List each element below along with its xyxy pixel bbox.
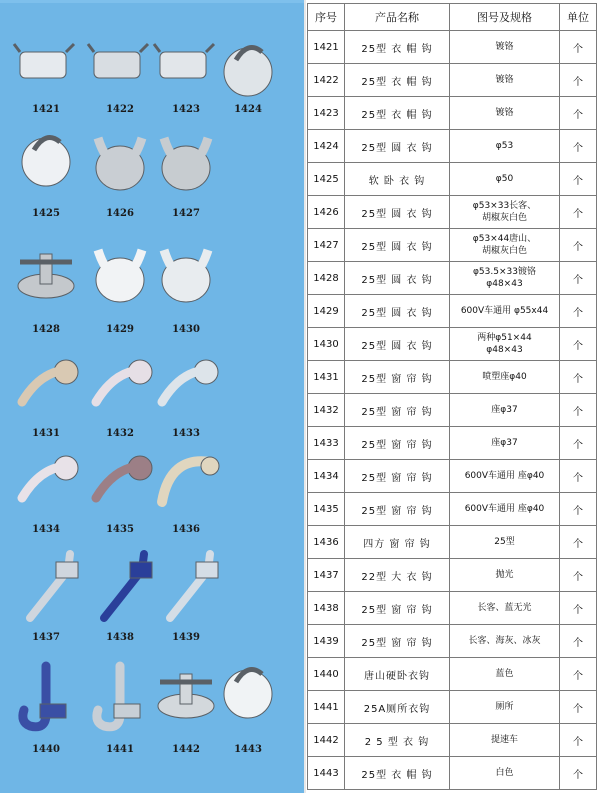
cell-name: 25型 圆 衣 钩 xyxy=(345,196,450,229)
cell-no: 1424 xyxy=(308,130,345,163)
cell-spec: 两种φ51×44 φ48×43 xyxy=(450,328,560,361)
table-row xyxy=(308,559,597,592)
cell-unit: 个 xyxy=(560,130,597,163)
table-row xyxy=(308,97,597,130)
table-row xyxy=(308,625,597,658)
product-image xyxy=(212,660,284,738)
cell-no: 1426 xyxy=(308,196,345,229)
cell-spec: 镀铬 xyxy=(450,64,560,97)
cell-name: 25型 窗 帘 钩 xyxy=(345,493,450,526)
product-code: 1422 xyxy=(106,104,134,115)
cell-no: 1428 xyxy=(308,262,345,295)
product-code: 1431 xyxy=(32,428,60,439)
product-photo xyxy=(84,446,156,556)
table-row xyxy=(308,196,597,229)
cell-name: 25型 窗 帘 钩 xyxy=(345,394,450,427)
cell-unit: 个 xyxy=(560,163,597,196)
product-image xyxy=(10,350,82,428)
product-code: 1421 xyxy=(32,104,60,115)
table-row xyxy=(308,724,597,757)
cell-name: 25型 衣 帽 钩 xyxy=(345,97,450,130)
cell-name: 22型 大 衣 钩 xyxy=(345,559,450,592)
cell-no: 1439 xyxy=(308,625,345,658)
cell-spec: φ50 xyxy=(450,163,560,196)
product-code: 1429 xyxy=(106,324,134,335)
product-image xyxy=(10,446,82,524)
cell-no: 1423 xyxy=(308,97,345,130)
product-photo xyxy=(10,240,82,350)
product-photo xyxy=(10,128,82,238)
table-row xyxy=(308,460,597,493)
cell-unit: 个 xyxy=(560,97,597,130)
cell-spec: 提速车 xyxy=(450,724,560,757)
table-row xyxy=(308,658,597,691)
table-row xyxy=(308,592,597,625)
cell-spec: 镀铬 xyxy=(450,97,560,130)
cell-unit: 个 xyxy=(560,724,597,757)
cell-no: 1438 xyxy=(308,592,345,625)
cell-name: 25型 衣 帽 钩 xyxy=(345,757,450,790)
cell-spec: 长客、蓝无光 xyxy=(450,592,560,625)
cell-spec: 座φ37 xyxy=(450,427,560,460)
cell-name: 25型 窗 帘 钩 xyxy=(345,625,450,658)
cell-spec: φ53.5×33镀铬 φ48×43 xyxy=(450,262,560,295)
cell-unit: 个 xyxy=(560,229,597,262)
header-spec: 图号及规格 xyxy=(450,4,560,31)
cell-name: 25型 圆 衣 钩 xyxy=(345,229,450,262)
table-row xyxy=(308,691,597,724)
cell-name: 25型 衣 帽 钩 xyxy=(345,31,450,64)
cell-unit: 个 xyxy=(560,427,597,460)
product-code: 1424 xyxy=(234,104,262,115)
cell-spec: φ53×44唐山、 胡椒灰白色 xyxy=(450,229,560,262)
cell-no: 1440 xyxy=(308,658,345,691)
cell-spec: 座φ37 xyxy=(450,394,560,427)
cell-unit: 个 xyxy=(560,592,597,625)
cell-unit: 个 xyxy=(560,757,597,790)
product-photo xyxy=(150,446,222,556)
product-photo xyxy=(84,660,156,770)
table-header-row xyxy=(308,4,597,31)
product-image xyxy=(84,240,156,318)
cell-name: 25型 圆 衣 钩 xyxy=(345,328,450,361)
product-code: 1428 xyxy=(32,324,60,335)
product-photo xyxy=(150,548,222,658)
product-image xyxy=(10,128,82,206)
product-code: 1432 xyxy=(106,428,134,439)
header-name: 产品名称 xyxy=(345,4,450,31)
table-row xyxy=(308,361,597,394)
product-code: 1430 xyxy=(172,324,200,335)
product-code: 1423 xyxy=(172,104,200,115)
product-code: 1437 xyxy=(32,632,60,643)
cell-name: 唐山硬卧衣钩 xyxy=(345,658,450,691)
cell-name: 25型 圆 衣 钩 xyxy=(345,262,450,295)
product-code: 1440 xyxy=(32,744,60,755)
cell-name: 25型 窗 帘 钩 xyxy=(345,361,450,394)
cell-no: 1433 xyxy=(308,427,345,460)
product-code: 1434 xyxy=(32,524,60,535)
product-image xyxy=(150,446,222,524)
cell-unit: 个 xyxy=(560,64,597,97)
product-photo xyxy=(84,240,156,350)
cell-no: 1427 xyxy=(308,229,345,262)
cell-unit: 个 xyxy=(560,196,597,229)
panel-divider xyxy=(304,0,306,793)
cell-unit: 个 xyxy=(560,691,597,724)
product-photo xyxy=(150,240,222,350)
table-row xyxy=(308,493,597,526)
cell-spec: 蓝色 xyxy=(450,658,560,691)
cell-spec: 600V车通用 φ55x44 xyxy=(450,295,560,328)
product-photo xyxy=(150,128,222,238)
cell-spec: 白色 xyxy=(450,757,560,790)
cell-spec: 长客、海灰、冰灰 xyxy=(450,625,560,658)
cell-spec: 600V车通用 座φ40 xyxy=(450,493,560,526)
product-code: 1425 xyxy=(32,208,60,219)
cell-no: 1436 xyxy=(308,526,345,559)
table-row xyxy=(308,328,597,361)
cell-unit: 个 xyxy=(560,658,597,691)
cell-no: 1422 xyxy=(308,64,345,97)
cell-unit: 个 xyxy=(560,460,597,493)
product-photo xyxy=(84,350,156,460)
cell-name: 2 5 型 衣 钩 xyxy=(345,724,450,757)
cell-no: 1434 xyxy=(308,460,345,493)
product-photo xyxy=(212,660,284,770)
cell-no: 1437 xyxy=(308,559,345,592)
product-image xyxy=(150,240,222,318)
header-unit: 单位 xyxy=(560,4,597,31)
cell-name: 25型 窗 帘 钩 xyxy=(345,460,450,493)
cell-no: 1443 xyxy=(308,757,345,790)
product-image xyxy=(84,548,156,626)
cell-unit: 个 xyxy=(560,526,597,559)
cell-unit: 个 xyxy=(560,493,597,526)
photo-panel-top-band xyxy=(0,0,304,3)
product-photo xyxy=(10,446,82,556)
header-no: 序号 xyxy=(308,4,345,31)
table-row xyxy=(308,130,597,163)
product-photo xyxy=(10,548,82,658)
product-photo xyxy=(212,38,284,148)
product-photo xyxy=(150,350,222,460)
product-image xyxy=(10,240,82,318)
cell-unit: 个 xyxy=(560,361,597,394)
product-code: 1439 xyxy=(172,632,200,643)
table-row xyxy=(308,262,597,295)
cell-name: 25型 衣 帽 钩 xyxy=(345,64,450,97)
cell-spec: φ53×33长客、 胡椒灰白色 xyxy=(450,196,560,229)
product-code: 1433 xyxy=(172,428,200,439)
cell-no: 1442 xyxy=(308,724,345,757)
product-photo xyxy=(84,548,156,658)
table-row xyxy=(308,295,597,328)
cell-name: 四方 窗 帘 钩 xyxy=(345,526,450,559)
cell-spec: φ53 xyxy=(450,130,560,163)
product-code: 1442 xyxy=(172,744,200,755)
table-row xyxy=(308,229,597,262)
cell-spec: 抛光 xyxy=(450,559,560,592)
cell-spec: 镀铬 xyxy=(450,31,560,64)
cell-spec: 厕所 xyxy=(450,691,560,724)
cell-name: 25型 窗 帘 钩 xyxy=(345,427,450,460)
cell-no: 1435 xyxy=(308,493,345,526)
cell-name: 25型 圆 衣 钩 xyxy=(345,130,450,163)
product-code: 1441 xyxy=(106,744,134,755)
cell-unit: 个 xyxy=(560,31,597,64)
cell-name: 25型 窗 帘 钩 xyxy=(345,592,450,625)
cell-unit: 个 xyxy=(560,394,597,427)
table-row xyxy=(308,31,597,64)
cell-unit: 个 xyxy=(560,559,597,592)
cell-name: 25型 圆 衣 钩 xyxy=(345,295,450,328)
product-code: 1436 xyxy=(172,524,200,535)
table-row xyxy=(308,526,597,559)
product-table xyxy=(307,3,597,790)
cell-no: 1421 xyxy=(308,31,345,64)
product-image xyxy=(10,548,82,626)
product-code: 1426 xyxy=(106,208,134,219)
cell-spec: 喷塑座φ40 xyxy=(450,361,560,394)
table-row xyxy=(308,427,597,460)
product-code: 1435 xyxy=(106,524,134,535)
product-photo xyxy=(10,350,82,460)
product-image xyxy=(84,446,156,524)
product-code: 1427 xyxy=(172,208,200,219)
table-body xyxy=(308,31,597,790)
product-image xyxy=(10,660,82,738)
cell-name: 软 卧 衣 钩 xyxy=(345,163,450,196)
product-image xyxy=(84,128,156,206)
cell-unit: 个 xyxy=(560,295,597,328)
cell-no: 1431 xyxy=(308,361,345,394)
product-image xyxy=(84,660,156,738)
cell-no: 1430 xyxy=(308,328,345,361)
product-photo xyxy=(10,660,82,770)
product-image xyxy=(150,128,222,206)
product-code: 1438 xyxy=(106,632,134,643)
cell-no: 1432 xyxy=(308,394,345,427)
table-row xyxy=(308,64,597,97)
product-image xyxy=(150,548,222,626)
table-row xyxy=(308,394,597,427)
product-code: 1443 xyxy=(234,744,262,755)
cell-spec: 25型 xyxy=(450,526,560,559)
cell-unit: 个 xyxy=(560,625,597,658)
product-image xyxy=(150,350,222,428)
cell-name: 25A厕所衣钩 xyxy=(345,691,450,724)
cell-unit: 个 xyxy=(560,262,597,295)
product-photo xyxy=(84,128,156,238)
cell-spec: 600V车通用 座φ40 xyxy=(450,460,560,493)
cell-no: 1441 xyxy=(308,691,345,724)
cell-unit: 个 xyxy=(560,328,597,361)
product-image xyxy=(84,350,156,428)
table-row xyxy=(308,757,597,790)
cell-no: 1425 xyxy=(308,163,345,196)
cell-no: 1429 xyxy=(308,295,345,328)
table-row xyxy=(308,163,597,196)
